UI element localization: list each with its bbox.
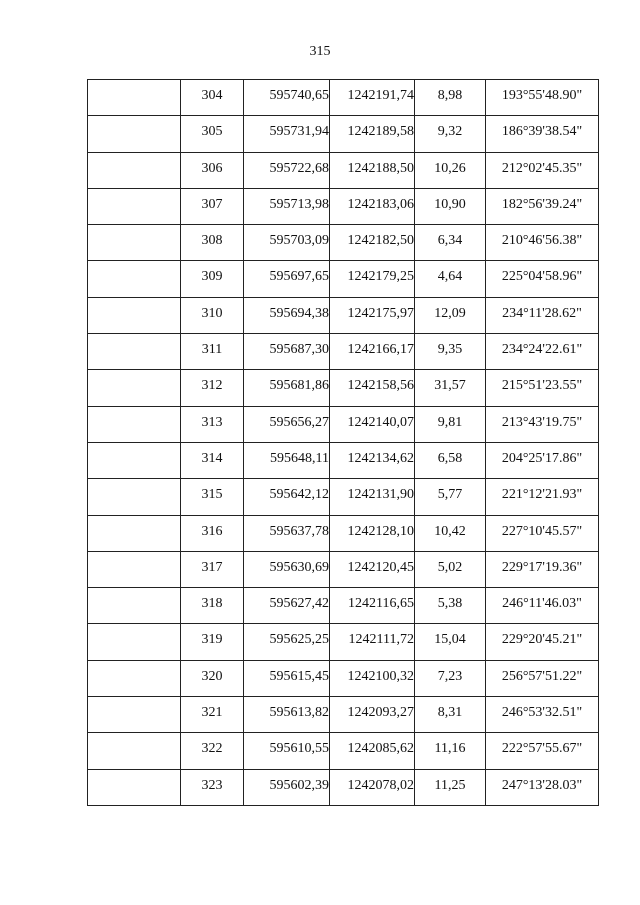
distance-cell: 7,23 [415, 660, 486, 696]
page-number: 315 [309, 44, 331, 59]
direction-angle-cell: 234°11'28.62" [486, 297, 599, 333]
first-cell [88, 442, 181, 478]
table-row [88, 188, 599, 224]
first-cell [88, 116, 181, 152]
x-coordinate-cell: 595613,82 [244, 697, 330, 733]
direction-angle-cell: 213°43'19.75" [486, 406, 599, 442]
x-coordinate-cell: 595625,25 [244, 624, 330, 660]
direction-angle-cell: 222°57'55.67" [486, 733, 599, 769]
y-coordinate-cell: 1242188,50 [330, 152, 415, 188]
point-number-cell: 312 [181, 370, 244, 406]
distance-cell: 10,42 [415, 515, 486, 551]
table-row [88, 442, 599, 478]
direction-angle-cell: 225°04'58.96" [486, 261, 599, 297]
x-coordinate-cell: 595687,30 [244, 334, 330, 370]
first-cell [88, 551, 181, 587]
x-coordinate-cell: 595642,12 [244, 479, 330, 515]
distance-cell: 12,09 [415, 297, 486, 333]
direction-angle-cell: 246°53'32.51" [486, 697, 599, 733]
point-number-cell: 315 [181, 479, 244, 515]
direction-angle-cell: 193°55'48.90" [486, 80, 599, 116]
first-cell [88, 406, 181, 442]
y-coordinate-cell: 1242182,50 [330, 225, 415, 261]
x-coordinate-cell: 595610,55 [244, 733, 330, 769]
table-row [88, 660, 599, 696]
table-row [88, 297, 599, 333]
table-row [88, 733, 599, 769]
first-cell [88, 733, 181, 769]
x-coordinate-cell: 595697,65 [244, 261, 330, 297]
point-number-cell: 319 [181, 624, 244, 660]
point-number-cell: 317 [181, 551, 244, 587]
point-number-cell: 305 [181, 116, 244, 152]
y-coordinate-cell: 1242158,56 [330, 370, 415, 406]
y-coordinate-cell: 1242191,74 [330, 80, 415, 116]
point-number-cell: 321 [181, 697, 244, 733]
x-coordinate-cell: 595713,98 [244, 188, 330, 224]
table-row [88, 624, 599, 660]
first-cell [88, 515, 181, 551]
distance-cell: 5,02 [415, 551, 486, 587]
direction-angle-cell: 256°57'51.22" [486, 660, 599, 696]
table-row [88, 406, 599, 442]
y-coordinate-cell: 1242120,45 [330, 551, 415, 587]
distance-cell: 5,38 [415, 588, 486, 624]
table-row [88, 588, 599, 624]
distance-cell: 31,57 [415, 370, 486, 406]
y-coordinate-cell: 1242189,58 [330, 116, 415, 152]
x-coordinate-cell: 595703,09 [244, 225, 330, 261]
x-coordinate-cell: 595694,38 [244, 297, 330, 333]
x-coordinate-cell: 595731,94 [244, 116, 330, 152]
direction-angle-cell: 210°46'56.38" [486, 225, 599, 261]
point-number-cell: 310 [181, 297, 244, 333]
direction-angle-cell: 246°11'46.03" [486, 588, 599, 624]
point-number-cell: 316 [181, 515, 244, 551]
distance-cell: 11,25 [415, 769, 486, 805]
y-coordinate-cell: 1242111,72 [330, 624, 415, 660]
first-cell [88, 80, 181, 116]
y-coordinate-cell: 1242128,10 [330, 515, 415, 551]
direction-angle-cell: 182°56'39.24" [486, 188, 599, 224]
table-row [88, 116, 599, 152]
y-coordinate-cell: 1242085,62 [330, 733, 415, 769]
y-coordinate-cell: 1242100,32 [330, 660, 415, 696]
point-number-cell: 307 [181, 188, 244, 224]
direction-angle-cell: 234°24'22.61" [486, 334, 599, 370]
first-cell [88, 660, 181, 696]
table-row [88, 80, 599, 116]
first-cell [88, 769, 181, 805]
coordinates-table [87, 79, 599, 806]
distance-cell: 9,32 [415, 116, 486, 152]
point-number-cell: 320 [181, 660, 244, 696]
table-row [88, 152, 599, 188]
table-row [88, 697, 599, 733]
direction-angle-cell: 212°02'45.35" [486, 152, 599, 188]
first-cell [88, 225, 181, 261]
first-cell [88, 297, 181, 333]
direction-angle-cell: 227°10'45.57" [486, 515, 599, 551]
first-cell [88, 334, 181, 370]
first-cell [88, 188, 181, 224]
first-cell [88, 370, 181, 406]
y-coordinate-cell: 1242116,65 [330, 588, 415, 624]
y-coordinate-cell: 1242078,02 [330, 769, 415, 805]
x-coordinate-cell: 595648,11 [244, 442, 330, 478]
first-cell [88, 624, 181, 660]
point-number-cell: 322 [181, 733, 244, 769]
table-row [88, 370, 599, 406]
point-number-cell: 313 [181, 406, 244, 442]
distance-cell: 9,35 [415, 334, 486, 370]
table-row [88, 515, 599, 551]
table-row [88, 769, 599, 805]
point-number-cell: 314 [181, 442, 244, 478]
point-number-cell: 311 [181, 334, 244, 370]
distance-cell: 6,58 [415, 442, 486, 478]
direction-angle-cell: 229°20'45.21" [486, 624, 599, 660]
x-coordinate-cell: 595630,69 [244, 551, 330, 587]
x-coordinate-cell: 595681,86 [244, 370, 330, 406]
distance-cell: 8,31 [415, 697, 486, 733]
point-number-cell: 304 [181, 80, 244, 116]
table-row [88, 479, 599, 515]
point-number-cell: 323 [181, 769, 244, 805]
x-coordinate-cell: 595602,39 [244, 769, 330, 805]
distance-cell: 10,26 [415, 152, 486, 188]
direction-angle-cell: 215°51'23.55" [486, 370, 599, 406]
direction-angle-cell: 247°13'28.03" [486, 769, 599, 805]
first-cell [88, 697, 181, 733]
distance-cell: 10,90 [415, 188, 486, 224]
direction-angle-cell: 229°17'19.36" [486, 551, 599, 587]
x-coordinate-cell: 595722,68 [244, 152, 330, 188]
first-cell [88, 588, 181, 624]
point-number-cell: 318 [181, 588, 244, 624]
table-body [88, 80, 599, 806]
point-number-cell: 306 [181, 152, 244, 188]
distance-cell: 8,98 [415, 80, 486, 116]
distance-cell: 4,64 [415, 261, 486, 297]
distance-cell: 15,04 [415, 624, 486, 660]
y-coordinate-cell: 1242179,25 [330, 261, 415, 297]
x-coordinate-cell: 595627,42 [244, 588, 330, 624]
x-coordinate-cell: 595615,45 [244, 660, 330, 696]
direction-angle-cell: 186°39'38.54" [486, 116, 599, 152]
table-row [88, 551, 599, 587]
first-cell [88, 479, 181, 515]
distance-cell: 9,81 [415, 406, 486, 442]
x-coordinate-cell: 595740,65 [244, 80, 330, 116]
x-coordinate-cell: 595656,27 [244, 406, 330, 442]
table-row [88, 334, 599, 370]
table-row [88, 261, 599, 297]
direction-angle-cell: 221°12'21.93" [486, 479, 599, 515]
point-number-cell: 308 [181, 225, 244, 261]
y-coordinate-cell: 1242093,27 [330, 697, 415, 733]
distance-cell: 6,34 [415, 225, 486, 261]
point-number-cell: 309 [181, 261, 244, 297]
first-cell [88, 261, 181, 297]
y-coordinate-cell: 1242134,62 [330, 442, 415, 478]
y-coordinate-cell: 1242183,06 [330, 188, 415, 224]
y-coordinate-cell: 1242175,97 [330, 297, 415, 333]
y-coordinate-cell: 1242131,90 [330, 479, 415, 515]
first-cell [88, 152, 181, 188]
y-coordinate-cell: 1242166,17 [330, 334, 415, 370]
table-row [88, 225, 599, 261]
direction-angle-cell: 204°25'17.86" [486, 442, 599, 478]
x-coordinate-cell: 595637,78 [244, 515, 330, 551]
y-coordinate-cell: 1242140,07 [330, 406, 415, 442]
distance-cell: 11,16 [415, 733, 486, 769]
distance-cell: 5,77 [415, 479, 486, 515]
